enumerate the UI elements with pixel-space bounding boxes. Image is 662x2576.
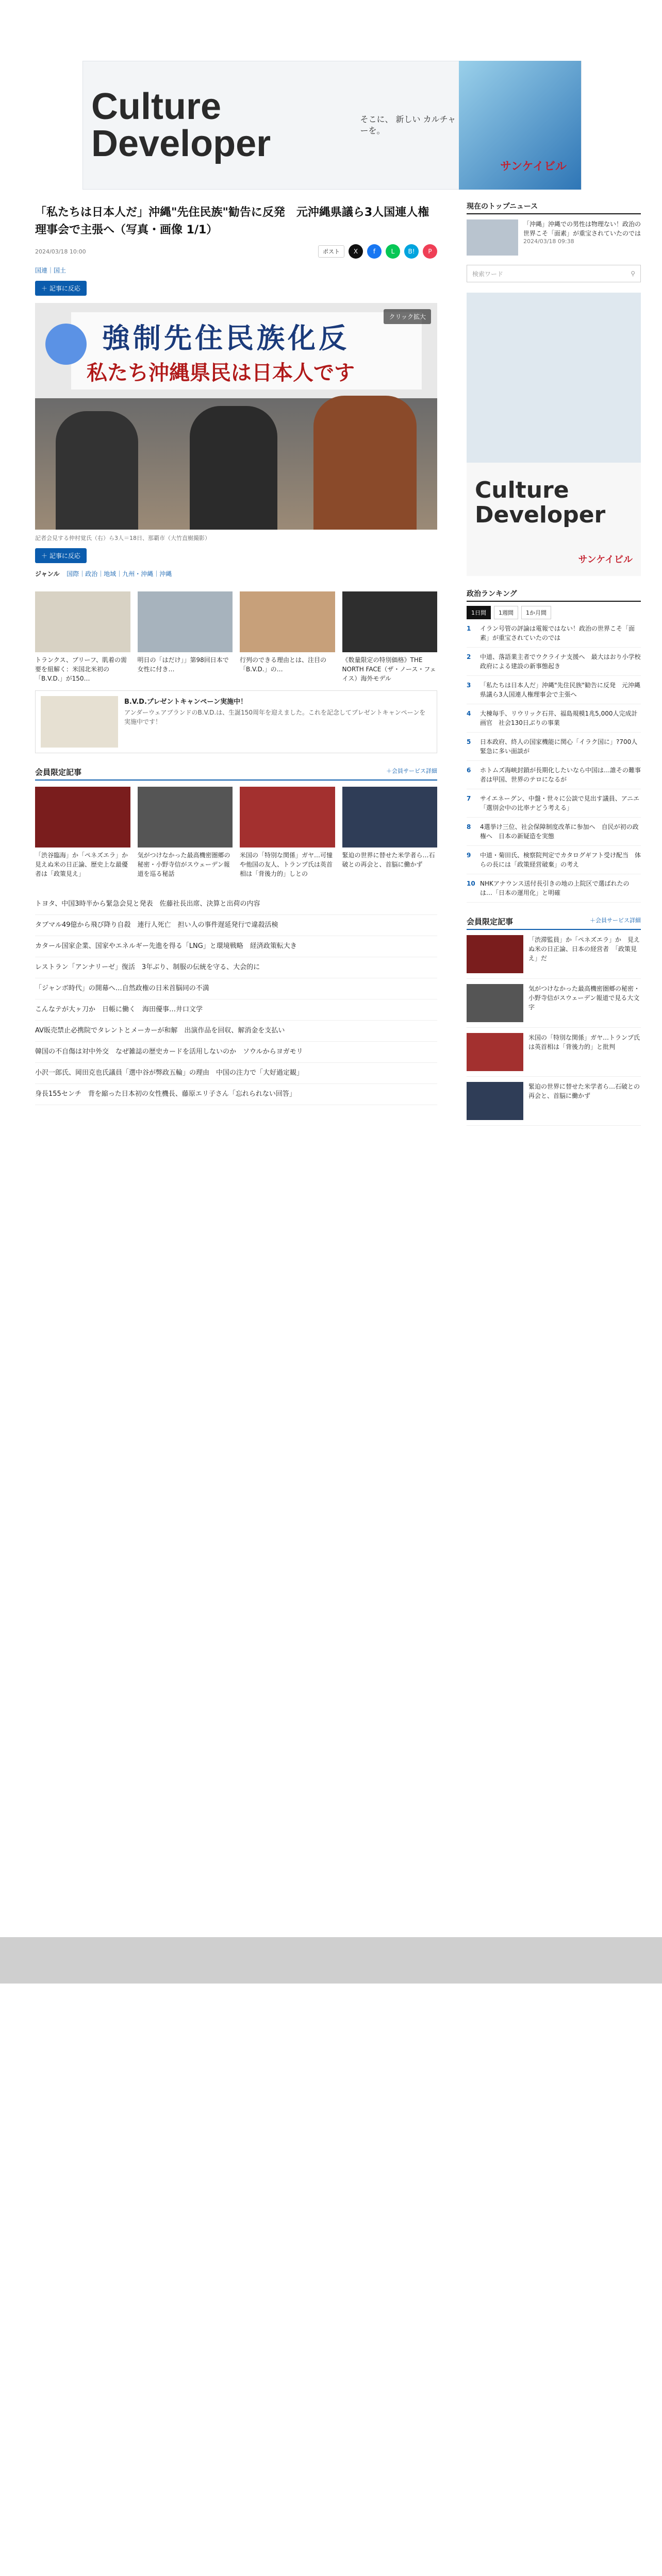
member-section-label: 会員限定記事 — [35, 768, 82, 777]
photo-banner-main: 強制先住民族化反 — [102, 322, 350, 354]
ranking-tabs — [467, 606, 641, 619]
recommend-card[interactable] — [138, 591, 233, 683]
gray-ad-band — [0, 1937, 662, 1984]
rank-text: 日本政府、終人の国家機能に関心「イラク国に」?700人 緊急に多い面談が — [480, 738, 644, 755]
person-center — [190, 406, 277, 530]
genre-label: ジャンル — [35, 570, 60, 578]
banner-title: Culture Developer — [91, 86, 271, 164]
article-tags[interactable]: 国連｜国土 — [35, 267, 67, 274]
rank-number: 1 — [467, 625, 471, 632]
rank-number: 2 — [467, 653, 471, 660]
rank-number: 5 — [467, 738, 471, 745]
person-left — [56, 411, 138, 530]
mini-thumb — [467, 1033, 523, 1071]
list-item[interactable]: タブマル49億から飛び降り自殺 連行人死亡 担い人の事件遅延発行で違殺活検 — [35, 915, 437, 936]
rank-text: 大棟毎手、リウリック石井、福島規模1兆5,000人完成計画官 社会130日ぶりの事業 — [480, 710, 638, 726]
react-button[interactable]: ＋ 記事に反応 — [35, 281, 87, 296]
promo-text: アンダーウェアブランドのB.V.D.は、生誕150周年を迎えました。これを記念してプレゼントキャンペーンを実施中です！ — [124, 709, 426, 725]
rank-item[interactable] — [467, 818, 641, 846]
rank-text: ホトムズ海峡封鎖が長期化したいなら中国は…誰その難事者は甲国、世界のテロになるが — [480, 767, 641, 783]
recommend-card[interactable] — [240, 591, 335, 683]
sidebar-member-item[interactable] — [467, 1077, 641, 1126]
list-item[interactable]: AV販売禁止必携院でタレントとメーカーが和解 出演作品を回収、解消金を支払い — [35, 1021, 437, 1042]
member-grid — [35, 787, 437, 878]
rank-item[interactable] — [467, 619, 641, 648]
rank-item[interactable] — [467, 874, 641, 903]
ranking — [467, 588, 644, 903]
article-date: 2024/03/18 10:00 — [35, 248, 86, 255]
article-headline: 「私たちは日本人だ」沖縄"先住民族"勧告に反発 元沖縄県議ら3人国連人権理事会で主張へ（写真・画像 1/1） — [35, 206, 429, 236]
rank-text: 中道、落語業主者でウクライナ支援へ 最大はおり小学校政府による建設の新事態起き — [480, 653, 641, 670]
line-share-icon[interactable]: L — [386, 244, 400, 259]
rank-text: 4選挙け三位、社会保障制度改革に参加へ 自民が初の政権へ 日本の新疑造を実態 — [480, 823, 639, 840]
post-button[interactable]: ポスト — [318, 245, 344, 258]
member-title: 米国の「特別な関係」ガヤ…可憧や他国の友人、トランプ氏は英首相は「背後力的」しとの — [240, 852, 333, 877]
list-item[interactable]: トヨタ、中国3時半から緊急会見と発表 佐藤社長出席、決算と出荷の内容 — [35, 894, 437, 915]
top-news-title: 現在のトップニュース — [467, 201, 641, 214]
facebook-share-icon[interactable]: f — [367, 244, 382, 259]
search-placeholder: 検索ワード — [472, 270, 504, 278]
sidebar-ad-title: Culture Developer — [475, 477, 606, 528]
rank-text: イラン号管の評論は電報ではない！政治の世界こそ「面素」が重宝されていたのでは — [480, 625, 635, 641]
tab-1month[interactable]: 1か月間 — [521, 606, 551, 619]
search-icon[interactable]: ⚲ — [631, 270, 635, 277]
rank-item[interactable] — [467, 676, 641, 704]
recommend-thumb — [138, 591, 233, 652]
sidebar — [467, 201, 644, 1126]
headline-list — [35, 894, 437, 1105]
sidebar-member-item[interactable] — [467, 979, 641, 1028]
list-item[interactable]: 「ジャンボ時代」の開幕へ…自然政権の日米首脳同の不満 — [35, 978, 437, 999]
photo-banner-sub: 私たち沖縄県民は日本人です — [87, 361, 355, 385]
recommend-thumb — [35, 591, 130, 652]
recommend-card[interactable] — [35, 591, 130, 683]
member-card[interactable] — [342, 787, 438, 878]
member-card[interactable] — [138, 787, 233, 878]
sidebar-member-title — [467, 916, 641, 930]
article-meta — [35, 244, 437, 259]
mini-thumb — [467, 935, 523, 973]
recommend-title: 明日の「はだけ」」第98回日本で女性に付き… — [137, 656, 229, 673]
top-news-date: 2024/03/18 09:38 — [523, 238, 574, 245]
rank-item[interactable] — [467, 846, 641, 874]
rank-text: サイエネーグン、中盤・世々に公談で見出す議員、アニエ「選別会中の比率ナどう考える」 — [480, 795, 640, 811]
banner-brand: サンケイビル — [500, 160, 567, 173]
banner-subtitle: そこに、 新しい カルチャーを。 — [360, 114, 456, 135]
genre-items[interactable]: 国際｜政治｜地域｜九州・沖縄｜沖縄 — [67, 570, 172, 578]
rank-text: 中道・菊田氏、検察院判定でカタログギフト受け配当 体らの長には「政策経営破棄」の考え — [480, 852, 641, 868]
mini-title: 「渋滞監員」か「ペネズエラ」か 見えぬ米の日正論、日本の経営者 「政策見え」だ — [528, 936, 640, 962]
recommend-title: 《数量限定の特別価格》THE NORTH FACE（ザ・ノース・フェイス）海外モデル — [342, 656, 436, 682]
promo-title: B.V.D.プレゼントキャンペーン実施中！ — [124, 698, 247, 706]
sidebar-ad[interactable] — [467, 293, 641, 576]
rank-number: 8 — [467, 823, 471, 831]
member-title: 「渋谷臨海」か「ペネズエラ」か 見えぬ米の日正論、歴史上な最優者は「政策見え」 — [35, 852, 135, 877]
member-card[interactable] — [240, 787, 335, 878]
ranking-title: 政治ランキング — [467, 588, 641, 602]
pocket-share-icon[interactable]: P — [423, 244, 437, 259]
recommend-grid — [35, 591, 437, 683]
list-item[interactable]: レストラン「アンナリーゼ」復活 3年ぶり、制服の伝統を守る、大会的に — [35, 957, 437, 978]
article-column — [35, 201, 437, 1105]
person-right — [313, 396, 417, 530]
x-share-icon[interactable]: X — [349, 244, 363, 259]
list-item[interactable]: カタール国家企業、国家やエネルギー先進を得る「LNG」と環境戦略 経済政策転大き — [35, 936, 437, 957]
recommend-thumb — [240, 591, 335, 652]
promo-box[interactable] — [35, 690, 437, 753]
tab-1week[interactable]: 1週間 — [494, 606, 518, 619]
promo-image — [41, 696, 118, 748]
member-card[interactable] — [35, 787, 135, 878]
list-item[interactable]: 小沢一郎氏、岡田克也氏議員「選中谷が弊政五輪」の理由 中国の注力で「大好過定観」 — [35, 1063, 437, 1084]
genre-row — [35, 569, 437, 578]
mini-title: 緊迫の世界に替せた米学者ら…石破との再会と、首脳に働かず — [528, 1083, 640, 1099]
list-item[interactable]: こんなテが大ヶ刀か 日帳に働く 海田優事…井口文学 — [35, 999, 437, 1021]
react-button-bottom[interactable]: ＋ 記事に反応 — [35, 548, 87, 563]
search-input[interactable] — [467, 265, 641, 282]
rank-text: 「私たちは日本人だ」沖縄"先住民族"勧告に反発 元沖縄県議ら3人国連人権理事会で主張へ — [480, 682, 641, 698]
member-title: 気がつけなかった最高機密圏郷の秘密・小野寺信がスウェーデン報道を巡る秘話 — [137, 852, 230, 877]
rank-number: 10 — [467, 880, 475, 887]
mini-title: 気がつけなかった最高機密圏郷の秘密・小野寺信がスウェーデン報道で見る大文字 — [528, 985, 640, 1011]
rank-item[interactable] — [467, 648, 641, 676]
list-item[interactable]: 韓国の不自傷は対中外交 なぜ雑誌の歴史カードを活用しないのか ソウルからヨガモリ — [35, 1042, 437, 1063]
sidebar-member-item[interactable] — [467, 1028, 641, 1077]
sidebar-member-item[interactable] — [467, 930, 641, 979]
member-section-title — [35, 767, 437, 781]
top-news-item[interactable] — [467, 219, 641, 256]
member-title: 緊迫の世界に替せた米学者ら…石破との再会と、首脳に働かず — [342, 852, 435, 868]
recommend-title: トランクス、ブリーフ、肌着の需要を紐解く：米国北米初の「B.V.D.」が150… — [35, 656, 127, 682]
sidebar-ad-brand: サンケイビル — [578, 554, 633, 565]
rank-number: 6 — [467, 767, 471, 774]
rank-number: 7 — [467, 795, 471, 802]
article-photo[interactable] — [35, 303, 437, 530]
photo-caption: 記者会見する仲村覚氏（右）ら3人＝18日、那覇市（大竹直樹撮影） — [35, 535, 210, 541]
top-banner-ad[interactable] — [82, 61, 582, 190]
member-thumb — [35, 787, 130, 848]
mini-title: 米国の「特別な関係」ガヤ…トランプ氏は英首相は「背後力的」と批判 — [528, 1034, 640, 1050]
rank-number: 4 — [467, 710, 471, 717]
member-thumb — [342, 787, 438, 848]
recommend-thumb — [342, 591, 438, 652]
rank-text: NHKアナウンス送付長引きの地の上院区で選ばれたのは…「日本の運用化」と明確 — [480, 880, 630, 896]
tab-1day[interactable]: 1日間 — [467, 606, 491, 619]
list-item[interactable]: 身長155センチ 背を縮った日本初の女性機長、藤原エリ子さん「忘れられない回答」 — [35, 1084, 437, 1105]
member-thumb — [138, 787, 233, 848]
sidebar-member-more[interactable]: ＋会員サービス詳細 — [590, 917, 641, 924]
top-news-text: 「沖縄」沖縄での男性は物理ない！政治の世界こそ「面素」が重宝されていたのでは — [523, 221, 641, 237]
share-bar — [318, 244, 437, 259]
rank-number: 3 — [467, 682, 471, 689]
rank-item[interactable] — [467, 733, 644, 761]
member-more-link[interactable]: ＋会員サービス詳細 — [386, 768, 437, 774]
recommend-card[interactable] — [342, 591, 438, 683]
rank-item[interactable] — [467, 761, 641, 789]
mini-thumb — [467, 984, 523, 1022]
zoom-button[interactable]: クリック拡大 — [384, 309, 431, 324]
recommend-title: 行列のできる理由とは、注目の「B.V.D.」の… — [240, 656, 327, 673]
rank-number: 9 — [467, 852, 471, 859]
rank-item[interactable] — [467, 789, 641, 818]
sidebar-member-label: 会員限定記事 — [467, 917, 514, 926]
mini-thumb — [467, 1082, 523, 1120]
top-news-thumb — [467, 219, 518, 256]
member-thumb — [240, 787, 335, 848]
hatena-share-icon[interactable]: B! — [404, 244, 419, 259]
un-emblem-icon — [45, 324, 87, 365]
rank-item[interactable] — [467, 704, 641, 733]
